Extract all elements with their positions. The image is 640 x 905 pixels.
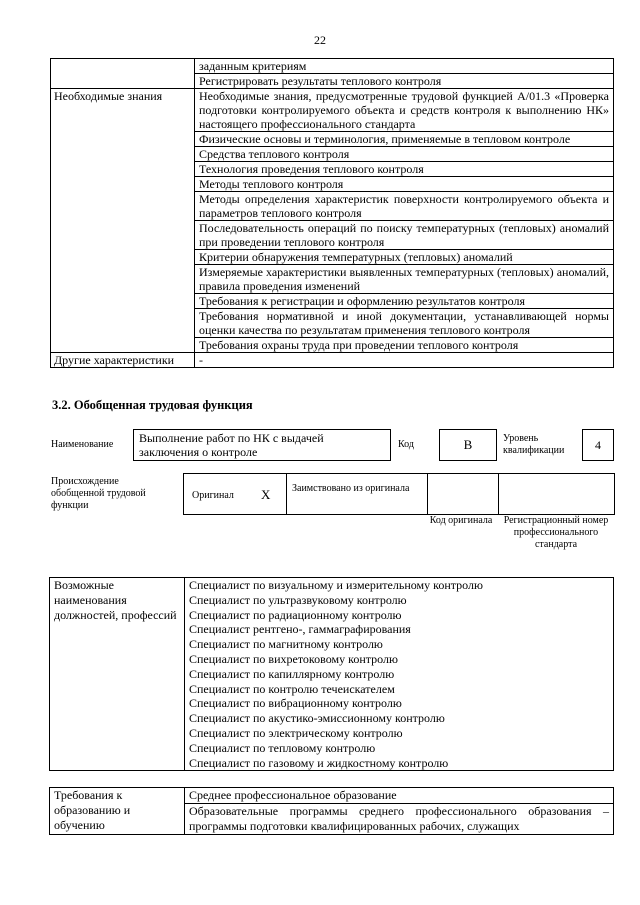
positions-label: Возможные наименования должностей, профессий (54, 578, 177, 622)
code-value-box (439, 429, 497, 461)
position-item: Специалист по вихретоковому контролю (189, 651, 398, 666)
origin-label: Происхождение обобщенной трудовой функции (51, 476, 146, 511)
knowledge-table (50, 58, 614, 368)
row-value: Необходимые знания, предусмотренные трудовой функцией А/01.3 «Проверка подготовки контролируемого объекта и средств контроля к выполнению НК» настоящего профессионального стандарта (195, 89, 614, 132)
original-mark: X (261, 487, 271, 502)
code-label: Код (398, 439, 414, 450)
row-label: Другие характеристики (51, 353, 195, 368)
position-item: Специалист по магнитному контролю (189, 637, 383, 652)
education-row: Среднее профессиональное образование (185, 788, 614, 804)
position-item: Специалист по акустико-эмиссионному контролю (189, 711, 445, 726)
name-label: Наименование (51, 439, 114, 450)
row-value: Методы теплового контроля (195, 177, 614, 192)
row-value: Последовательность операций по поиску температурных (тепловых) аномалий при проведении теплового контроля (195, 221, 614, 250)
table-row (51, 353, 614, 368)
positions-label-cell (50, 578, 185, 771)
position-item: Специалист по визуальному и измерительному контролю (189, 578, 483, 592)
row-label: Необходимые знания (51, 89, 195, 353)
position-item: Специалист по газовому и жидкостному контролю (189, 755, 449, 770)
row-value: - (195, 353, 614, 368)
page-number: 22 (314, 33, 326, 47)
education-label: Требования к образованию и обучению (54, 788, 131, 832)
row-value: Требования к регистрации и оформлению результатов контроля (195, 294, 614, 309)
level-value: 4 (595, 438, 601, 452)
row-value: Требования нормативной и иной документации, устанавливающей нормы оценки качества по результатам применения теплового контроля (195, 309, 614, 338)
row-value: Средства теплового контроля (195, 147, 614, 162)
education-label-cell (50, 788, 185, 835)
row-value: Регистрировать результаты теплового контроля (195, 74, 614, 89)
original-label: Оригинал (192, 490, 234, 501)
table-row (51, 59, 614, 74)
reg-number-label: Регистрационный номер профессионального стандарта (503, 515, 609, 550)
code-value: В (463, 437, 473, 452)
row-value: Измеряемые характеристики выявленных температурных (тепловых) аномалий, правила проведения изменений (195, 265, 614, 294)
position-item: Специалист по контролю течеискателем (189, 681, 395, 696)
table-row (51, 89, 614, 132)
position-item: Специалист по электрическому контролю (189, 725, 403, 740)
row-value: Физические основы и терминология, применяемые в тепловом контроле (195, 132, 614, 147)
position-item: Специалист по вибрационному контролю (189, 696, 402, 711)
origin-divider-3 (498, 474, 499, 514)
education-row: Образовательные программы среднего профессионального образования – программы подготовки квалифицированных рабочих, служащих (185, 804, 614, 835)
position-item: Специалист по ультразвуковому контролю (189, 592, 407, 607)
row-value: заданным критериям (195, 59, 614, 74)
education-table (49, 787, 614, 835)
borrowed-label: Заимствовано из оригинала (292, 483, 410, 494)
position-item: Специалист рентгено-, гаммаграфирования (189, 622, 411, 637)
positions-list (185, 578, 614, 771)
row-value: Требования охраны труда при проведении теплового контроля (195, 338, 614, 353)
origin-box (183, 473, 615, 515)
origin-divider-2 (427, 474, 428, 514)
positions-table (49, 577, 614, 771)
code-original-label: Код оригинала (429, 515, 493, 526)
name-value: Выполнение работ по НК с выдачей заключения о контроле (139, 431, 324, 459)
position-item: Специалист по радиационному контролю (189, 607, 402, 622)
position-item: Специалист по капиллярному контролю (189, 666, 395, 681)
row-value: Критерии обнаружения температурных (тепловых) аномалий (195, 250, 614, 265)
row-label (51, 59, 195, 89)
origin-divider-1 (286, 474, 287, 514)
level-value-box (582, 429, 614, 461)
row-value: Методы определения характеристик поверхности контролируемого объекта и параметров теплового контроля (195, 192, 614, 221)
level-label: Уровень квалификации (503, 433, 565, 456)
name-value-box (133, 429, 391, 461)
position-item: Специалист по тепловому контролю (189, 740, 376, 755)
row-value: Технология проведения теплового контроля (195, 162, 614, 177)
section-heading: 3.2. Обобщенная трудовая функция (52, 398, 253, 412)
